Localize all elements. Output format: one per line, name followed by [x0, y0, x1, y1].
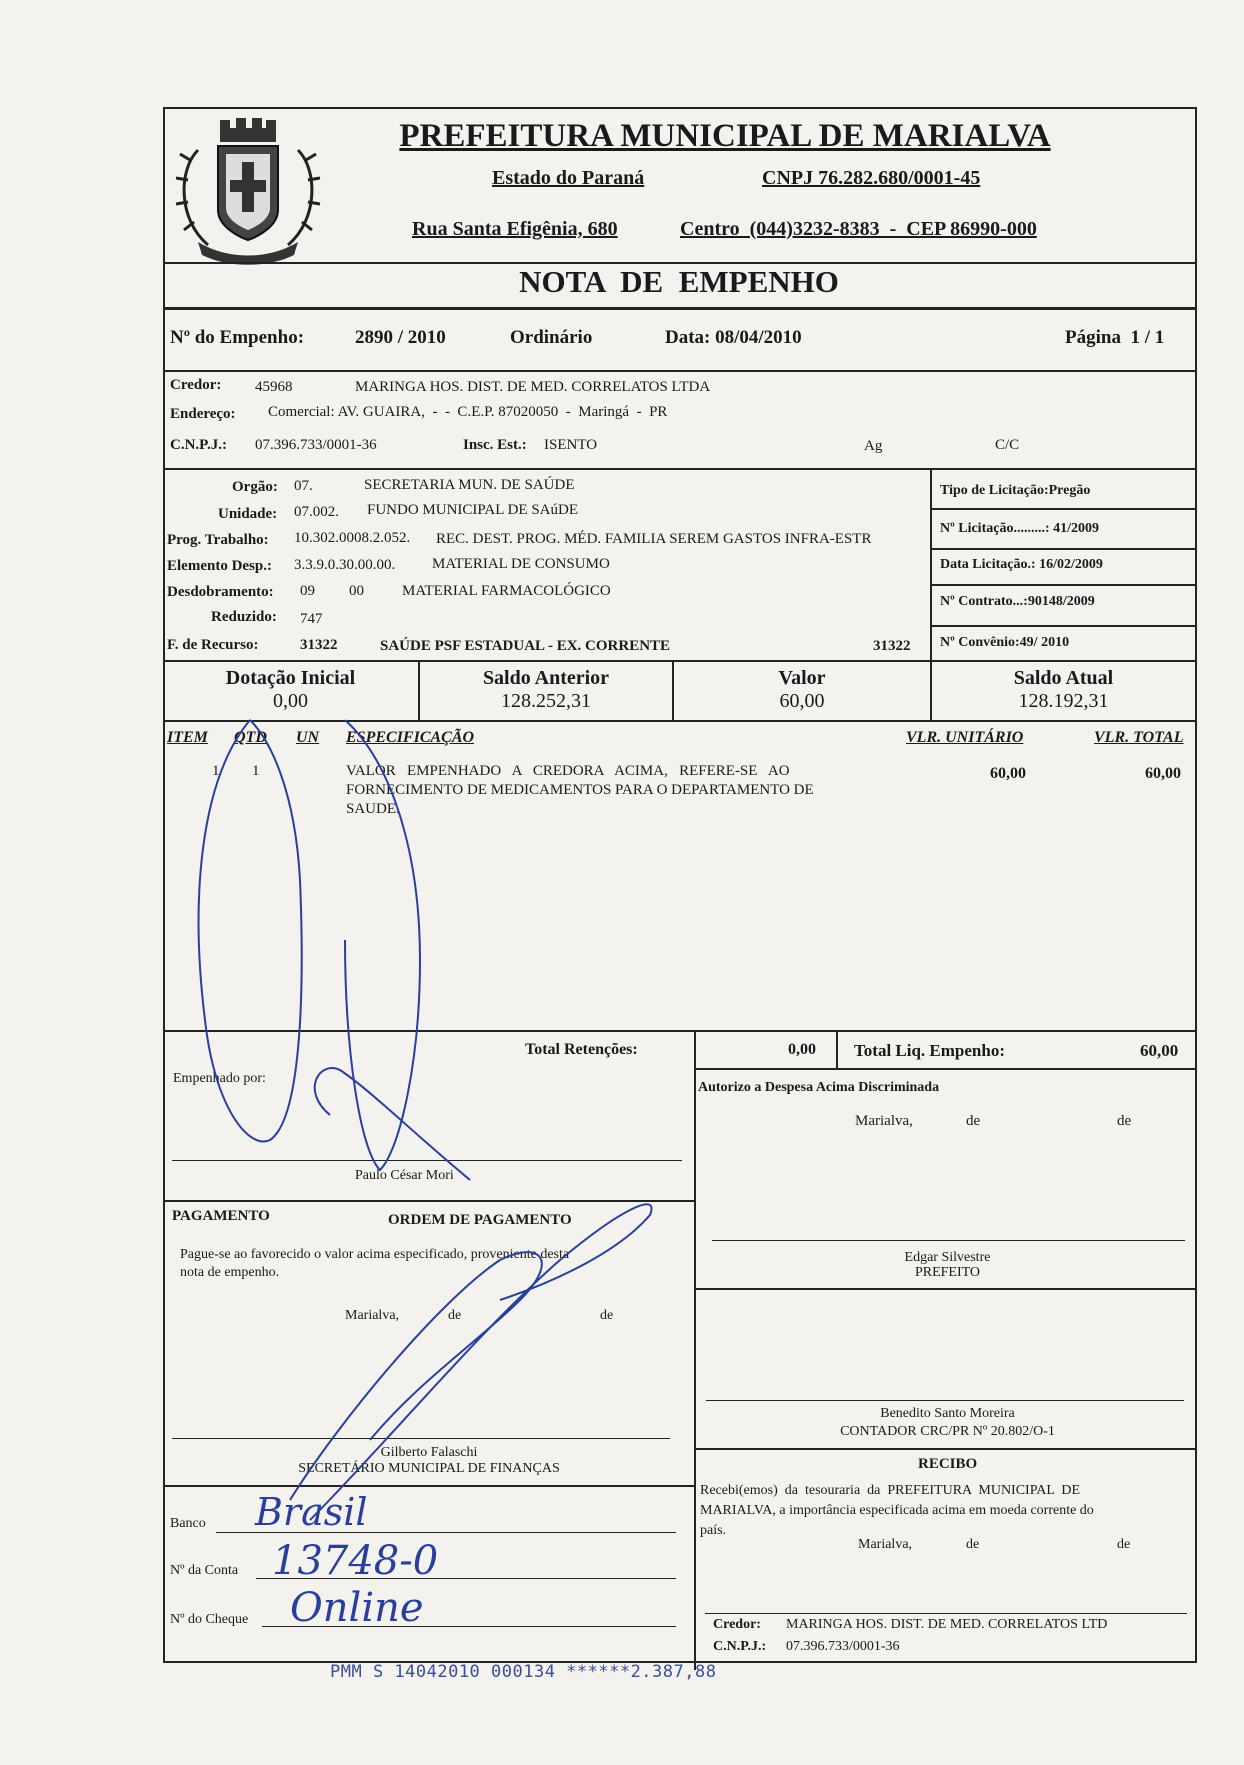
recibo-de-2: de [1117, 1537, 1131, 1552]
col-vlr-total: VLR. TOTAL [1094, 729, 1184, 746]
item-qtd: 1 [252, 763, 260, 779]
unidade-label: Unidade: [218, 506, 278, 522]
empenho-date: Data: 08/04/2010 [665, 327, 802, 348]
recibo-text-3: país. [700, 1523, 727, 1538]
pagamento-text-2: nota de empenho. [180, 1265, 280, 1280]
autorizo-de-2: de [1117, 1113, 1132, 1129]
elemento-code: 3.3.9.0.30.00.00. [294, 557, 396, 573]
org-name: PREFEITURA MUNICIPAL DE MARIALVA [399, 118, 1051, 154]
prog-label: Prog. Trabalho: [167, 532, 269, 548]
prog-code: 10.302.0008.2.052. [294, 530, 411, 546]
ordem-pagamento-title: ORDEM DE PAGAMENTO [388, 1212, 572, 1228]
org-cnpj: CNPJ 76.282.680/0001-45 [762, 167, 981, 189]
pagamento-de-1: de [448, 1308, 462, 1323]
recibo-cnpj-label: C.N.P.J.: [713, 1639, 767, 1654]
licitacao-numero: Nº Licitação.........: 41/2009 [940, 521, 1099, 536]
contador-role: CONTADOR CRC/PR Nº 20.802/O-1 [840, 1424, 1055, 1439]
convenio-numero: Nº Convênio:49/ 2010 [940, 635, 1070, 650]
banco-label: Banco [170, 1516, 206, 1531]
credor-code: 45968 [255, 379, 293, 395]
coat-of-arms-logo [168, 110, 328, 265]
empenho-number: 2890 / 2010 [355, 327, 446, 348]
insc-value: ISENTO [544, 437, 598, 453]
empenhado-signer: Paulo César Mori [355, 1168, 454, 1183]
state-name: Estado do Paraná [492, 167, 645, 189]
conta-value: 13748-0 [272, 1538, 439, 1584]
recibo-text-1: Recebi(emos) da tesouraria da PREFEITURA MUNICIPAL DE [700, 1483, 1081, 1498]
valor-value: 60,00 [779, 690, 825, 712]
liquido-value: 60,00 [1140, 1041, 1179, 1060]
item-vlr-unitario: 60,00 [990, 765, 1026, 782]
item-desc-line-3: SAUDE. [346, 801, 400, 817]
pagamento-text-1: Pague-se ao favorecido o valor acima especificado, proveniente desta [180, 1247, 570, 1262]
col-vlr-unitario: VLR. UNITÁRIO [906, 729, 1024, 746]
liquido-label: Total Liq. Empenho: [854, 1041, 1005, 1060]
credor-name: MARINGA HOS. DIST. DE MED. CORRELATOS LTDA [355, 379, 711, 395]
col-qtd: QTD [234, 729, 267, 746]
recibo-place: Marialva, [858, 1537, 913, 1552]
page-number: Página 1 / 1 [1065, 327, 1165, 348]
saldo-atual-label: Saldo Atual [1013, 667, 1114, 689]
financas-signer: Gilberto Falaschi [380, 1445, 478, 1460]
licitacao-tipo: Tipo de Licitação:Pregão [940, 483, 1091, 498]
elemento-label: Elemento Desp.: [167, 558, 272, 574]
recibo-cnpj-value: 07.396.733/0001-36 [786, 1639, 900, 1654]
valor-label: Valor [778, 667, 826, 689]
licitacao-data: Data Licitação.: 16/02/2009 [940, 557, 1103, 572]
empenho-type: Ordinário [510, 327, 593, 348]
col-item: ITEM [167, 729, 208, 746]
cheque-label: Nº do Cheque [170, 1612, 249, 1627]
recurso-label: F. de Recurso: [167, 637, 259, 653]
unidade-code: 07.002. [294, 504, 339, 520]
banco-value: Brasil [255, 1490, 368, 1534]
item-vlr-total: 60,00 [1145, 765, 1181, 782]
recurso-code: 31322 [300, 637, 338, 653]
reduzido-label: Reduzido: [211, 609, 277, 625]
col-especificacao: ESPECIFICAÇÃO [346, 729, 475, 746]
cc-label: C/C [995, 437, 1020, 453]
pagamento-title: PAGAMENTO [172, 1208, 270, 1224]
recibo-credor-name: MARINGA HOS. DIST. DE MED. CORRELATOS LTD [786, 1617, 1108, 1632]
conta-label: Nº da Conta [170, 1563, 239, 1578]
item-desc-line-2: FORNECIMENTO DE MEDICAMENTOS PARA O DEPARTAMENTO DE [346, 782, 814, 798]
ag-label: Ag [864, 438, 883, 454]
payment-stamp: PMM S 14042010 000134 ******2.387,88 [330, 1662, 717, 1682]
recibo-credor-label: Credor: [713, 1617, 761, 1632]
elemento-name: MATERIAL DE CONSUMO [432, 556, 610, 572]
retencoes-label: Total Retenções: [525, 1041, 638, 1058]
autorizo-place: Marialva, [855, 1113, 913, 1129]
cheque-value: Online [290, 1585, 424, 1631]
prog-name: REC. DEST. PROG. MÉD. FAMILIA SEREM GASTOS INFRA-ESTR [436, 531, 872, 547]
financas-role: SECRETÁRIO MUNICIPAL DE FINANÇAS [298, 1461, 560, 1476]
saldo-dotacao-label: Dotação Inicial [225, 667, 356, 689]
orgao-code: 07. [294, 478, 313, 494]
orgao-name: SECRETARIA MUN. DE SAÚDE [364, 477, 575, 493]
autorizo-de-1: de [966, 1113, 981, 1129]
cnpj-value: 07.396.733/0001-36 [255, 437, 377, 453]
org-address: Rua Santa Efigênia, 680 [412, 218, 618, 240]
pagamento-place: Marialva, [345, 1308, 400, 1323]
desdobramento-label: Desdobramento: [167, 584, 274, 600]
saldo-atual-value: 128.192,31 [1018, 690, 1109, 712]
cnpj-label: C.N.P.J.: [170, 437, 227, 453]
contador-name: Benedito Santo Moreira [880, 1406, 1015, 1421]
retencoes-value: 0,00 [788, 1041, 816, 1058]
saldo-dotacao-value: 0,00 [273, 690, 308, 712]
org-contact: Centro (044)3232-8383 - CEP 86990-000 [680, 218, 1037, 240]
recurso-name: SAÚDE PSF ESTADUAL - EX. CORRENTE [380, 638, 671, 654]
prefeito-role: PREFEITO [914, 1265, 981, 1280]
col-un: UN [296, 729, 320, 746]
contrato-numero: Nº Contrato...:90148/2009 [940, 594, 1095, 609]
autorizo-text: Autorizo a Despesa Acima Discriminada [698, 1080, 940, 1095]
saldo-anterior-value: 128.252,31 [501, 690, 591, 712]
recibo-text-2: MARIALVA, a importância especificada acima em moeda corrente do [700, 1503, 1094, 1518]
unidade-name: FUNDO MUNICIPAL DE SAúDE [367, 502, 578, 518]
desdobramento-code-2: 00 [349, 583, 364, 599]
page-title: NOTA DE EMPENHO [519, 264, 839, 299]
insc-label: Insc. Est.: [463, 437, 527, 453]
recurso-code-right: 31322 [873, 638, 911, 654]
empenho-label: Nº do Empenho: [170, 327, 305, 348]
credor-label: Credor: [170, 377, 222, 393]
prefeito-name: Edgar Silvestre [904, 1250, 991, 1265]
orgao-label: Orgão: [232, 479, 278, 495]
item-number: 1 [212, 763, 220, 779]
saldo-anterior-label: Saldo Anterior [482, 667, 610, 689]
pagamento-de-2: de [600, 1308, 614, 1323]
desdobramento-name: MATERIAL FARMACOLÓGICO [402, 583, 611, 599]
reduzido-value: 747 [300, 611, 323, 627]
recibo-title: RECIBO [918, 1456, 978, 1472]
endereco-label: Endereço: [170, 406, 236, 422]
desdobramento-code-1: 09 [300, 583, 315, 599]
recibo-de-1: de [966, 1537, 980, 1552]
item-desc-line-1: VALOR EMPENHADO A CREDORA ACIMA, REFERE-SE AO [346, 763, 790, 779]
endereco-value: Comercial: AV. GUAIRA, - - C.E.P. 87020050 - Maringá - PR [268, 404, 668, 420]
empenhado-label: Empenhado por: [173, 1071, 266, 1086]
